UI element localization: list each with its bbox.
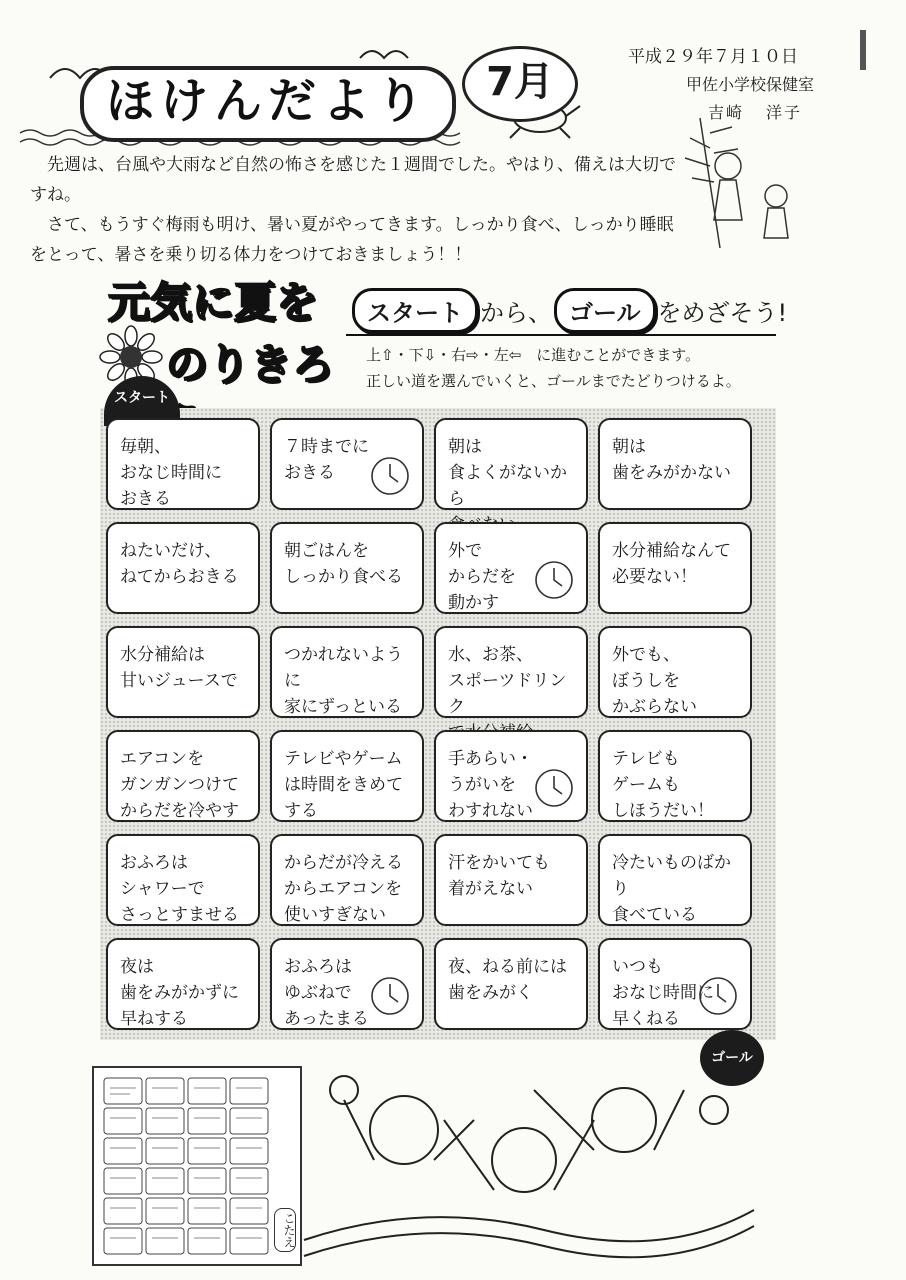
maze-cell-text: 汗をかいても 着がえない (448, 853, 550, 899)
tanabata-kids-illustration (680, 118, 800, 248)
bath-child-icon (364, 968, 416, 1020)
instruction-directions: 上⇧・下⇩・右⇨・左⇦ に進むことができます。 (366, 346, 701, 364)
intro-paragraph-2: さて、もうすぐ梅雨も明け、暑い夏がやってきます。しっかり食べ、しっかり睡眠をとって、暑さを乗り切る体力をつけておきましょう！！ (30, 215, 674, 265)
maze-cell-text: おふろは シャワーで さっとすませる (120, 853, 239, 925)
maze-cell-text: ねたいだけ、 ねてからおきる (120, 541, 239, 587)
kids-goal-illustration (304, 1060, 754, 1270)
maze-cell-text: 外で からだを 動かす (448, 541, 516, 613)
maze-cell-r2-c1 (106, 522, 260, 614)
maze-cell-r3-c4 (598, 626, 752, 718)
maze-cell-r4-c2 (270, 730, 424, 822)
newsletter-title: ほけんだより (80, 66, 456, 142)
board-heading: スタート から、 ゴール をめざそう! (350, 288, 787, 333)
answer-grid-thumbnail (94, 1068, 300, 1264)
maze-cell-text: 水分補給は 甘いジュースで (120, 645, 238, 691)
maze-cell-text: 夜は 歯をみがかずに 早ねする (120, 957, 239, 1029)
maze-cell-r5-c3 (434, 834, 588, 926)
maze-cell-text: 手あらい・ うがいを わすれない (448, 749, 533, 821)
heading-rule (346, 334, 776, 336)
maze-cell-r2-c2 (270, 522, 424, 614)
maze-cell-text: 朝は 食よくがないから (448, 437, 567, 509)
maze-cell-text: いつも おなじ時間に 早くねる (612, 957, 714, 1029)
maze-cell-text: 夜、ねる前には 歯をみがく (448, 957, 567, 1003)
maze-cell-r4-c3 (434, 730, 588, 822)
maze-cell-text: 水分補給なんて 必要ない！ (612, 541, 731, 587)
start-pill: スタート (352, 288, 478, 333)
maze-cell-r5-c4 (598, 834, 752, 926)
maze-cell-r1-c1 (106, 418, 260, 510)
maze-cell-text: 毎朝、 おなじ時間に おきる (120, 437, 222, 509)
maze-cell-r1-c3 (434, 418, 588, 510)
maze-cell-r3-c3 (434, 626, 588, 718)
start-badge: スタート (104, 376, 180, 426)
maze-cell-text: 水、お茶、 スポーツドリンク (448, 645, 567, 717)
answer-thumbnail (92, 1066, 302, 1266)
answer-label: こたえ (274, 1208, 296, 1252)
school-office: 甲佐小学校保健室 (686, 75, 815, 94)
goal-badge: ゴール (700, 1030, 764, 1086)
maze-cell-text: ７時までに おきる (284, 437, 369, 483)
maze-cell-r1-c2 (270, 418, 424, 510)
goal-pill: ゴール (554, 288, 656, 333)
maze-cell-text: テレビも ゲームも しほうだい！ (612, 749, 714, 821)
maze-cell-r5-c1 (106, 834, 260, 926)
maze-cell-text: つかれないように 家にずっといる (284, 645, 403, 717)
maze-cell-text: 朝ごはんを しっかり食べる (284, 541, 403, 587)
maze-cell-r5-c2 (270, 834, 424, 926)
maze-cell-text: 朝は 歯をみがかない (612, 437, 731, 483)
maze-cell-r6-c1 (106, 938, 260, 1030)
maze-cell-text: おふろは ゆぶねで あったまる (284, 957, 369, 1029)
maze-cell-r2-c4 (598, 522, 752, 614)
pin-mark (860, 30, 866, 70)
maze-cell-text: 冷たいものばかり 食べている (612, 853, 731, 925)
maze-cell-r6-c4 (598, 938, 752, 1030)
maze-cell-r4-c4 (598, 730, 752, 822)
maze-cell-r1-c4 (598, 418, 752, 510)
maze-cell-r6-c2 (270, 938, 424, 1030)
section-title-line1: 元気に夏を (108, 278, 319, 327)
maze-cell-text: 外でも、 ぼうしを かぶらない (612, 645, 697, 717)
intro-paragraph-1: 先週は、台風や大雨など自然の怖さを感じた１週間でした。やはり、備えは大切ですね。 (30, 155, 676, 205)
author-name: 吉崎 洋子 (708, 103, 803, 122)
alarm-clock-icon (364, 448, 416, 500)
maze-cell-r3-c1 (106, 626, 260, 718)
maze-cell-r2-c3 (434, 522, 588, 614)
maze-cell-text: エアコンを ガンガンつけて からだを冷やす (120, 749, 239, 821)
handwashing-icon (528, 760, 580, 812)
moon-sleep-icon (692, 968, 744, 1020)
maze-cell-text: テレビやゲーム は時間をきめて する (284, 749, 403, 821)
month-badge: 7月 (462, 46, 578, 122)
stretching-child-icon (528, 552, 580, 604)
intro-text (30, 150, 676, 270)
section-title-line2: のりきろ (166, 340, 335, 389)
maze-cell-r3-c2 (270, 626, 424, 718)
instruction-goal: 正しい道を選んでいくと、ゴールまでたどりつけるよ。 (366, 372, 741, 390)
issue-date: 平成２９年７月１０日 (628, 47, 798, 67)
maze-cell-r6-c3 (434, 938, 588, 1030)
maze-cell-text: からだが冷える からエアコンを 使いすぎない (284, 853, 403, 925)
maze-cell-r4-c1 (106, 730, 260, 822)
